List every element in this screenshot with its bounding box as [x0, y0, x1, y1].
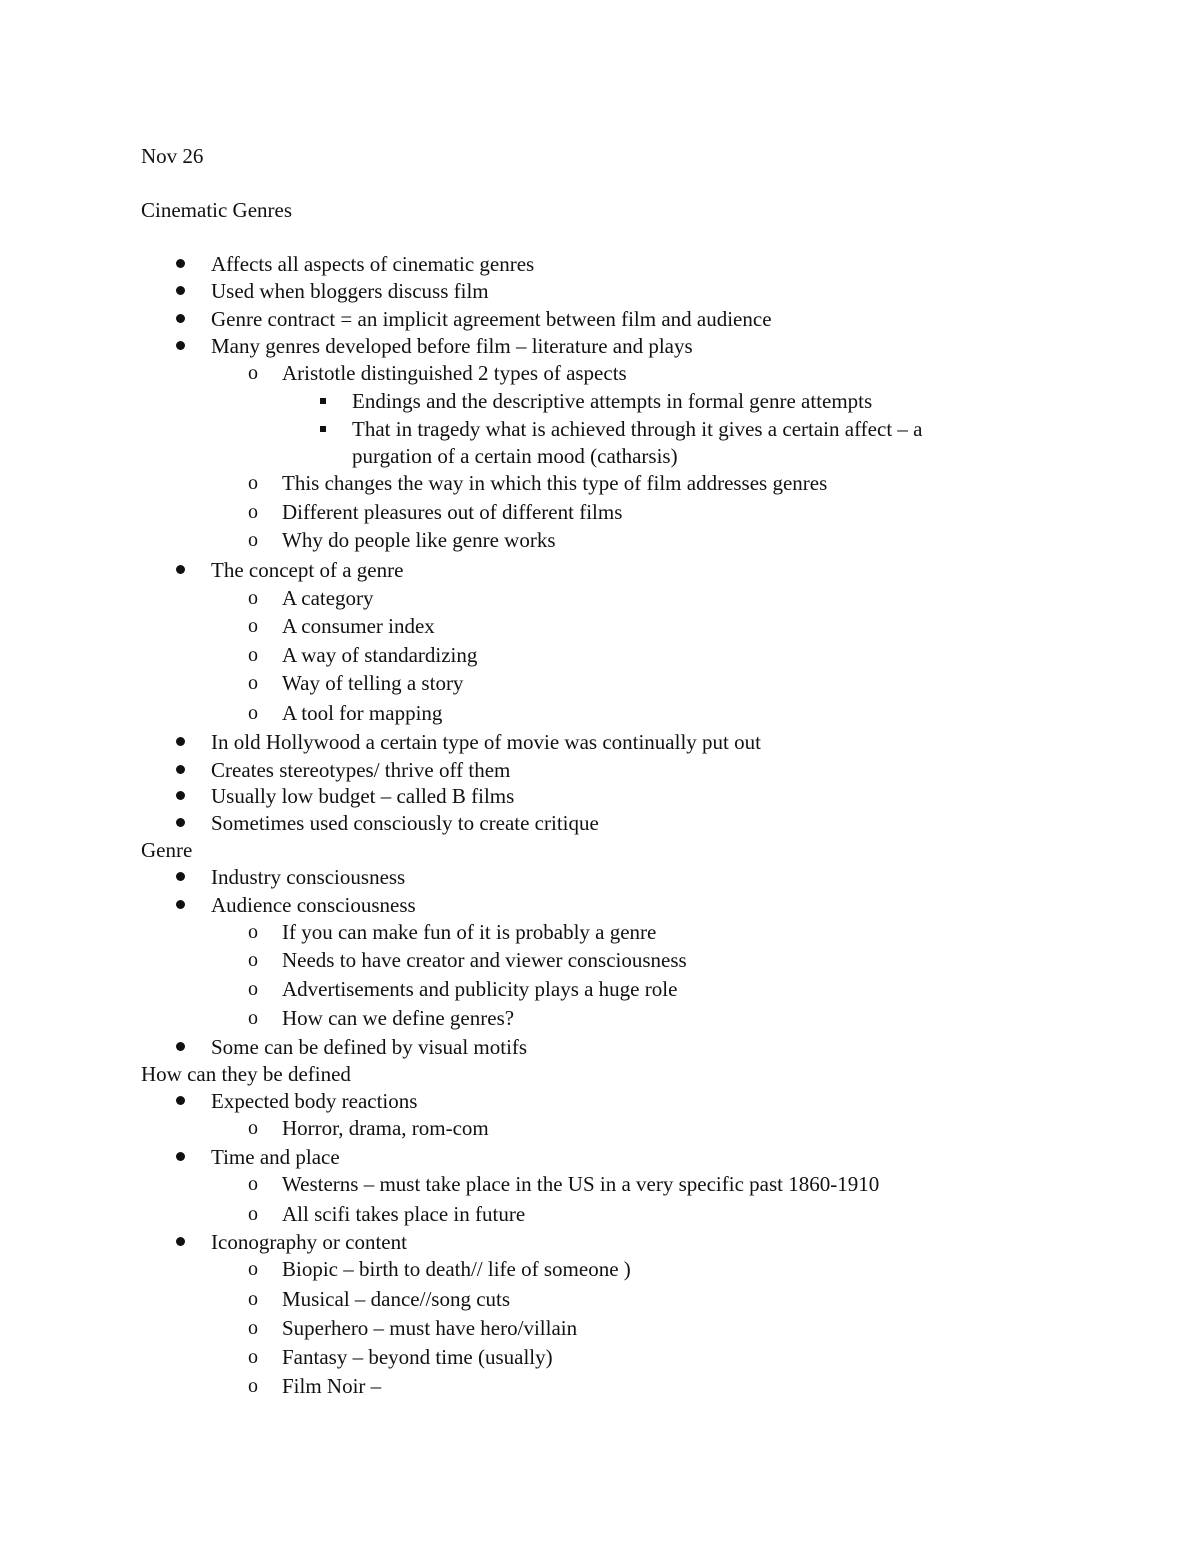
bullet-circle-icon: o	[248, 978, 258, 1000]
list-item: Endings and the descriptive attempts in formal genre attempts	[352, 389, 873, 413]
list-item: That in tragedy what is achieved through it gives a certain affect – a	[352, 417, 923, 441]
list-item: Biopic – birth to death// life of someone )	[282, 1257, 631, 1281]
bullet-dot-icon	[176, 765, 185, 774]
bullet-circle-icon: o	[248, 529, 258, 551]
bullet-square-icon	[320, 398, 326, 404]
list-item: How can we define genres?	[282, 1006, 515, 1030]
list-item: Musical – dance//song cuts	[282, 1287, 511, 1311]
bullet-circle-icon: o	[248, 644, 258, 666]
bullet-dot-icon	[176, 1152, 185, 1161]
list-item: If you can make fun of it is probably a genre	[282, 920, 657, 944]
list-item: A category	[282, 586, 374, 610]
bullet-square-icon	[320, 426, 326, 432]
bullet-circle-icon: o	[248, 1117, 258, 1139]
list-item: Time and place	[211, 1145, 340, 1169]
bullet-dot-icon	[176, 818, 185, 827]
list-item: All scifi takes place in future	[282, 1202, 526, 1226]
bullet-circle-icon: o	[248, 501, 258, 523]
bullet-dot-icon	[176, 286, 185, 295]
list-item: Fantasy – beyond time (usually)	[282, 1345, 553, 1369]
bullet-dot-icon	[176, 900, 185, 909]
bullet-circle-icon: o	[248, 1317, 258, 1339]
list-item: Way of telling a story	[282, 671, 464, 695]
bullet-circle-icon: o	[248, 362, 258, 384]
bullet-circle-icon: o	[248, 472, 258, 494]
list-item: A way of standardizing	[282, 643, 478, 667]
list-item: Sometimes used consciously to create critique	[211, 811, 599, 835]
section-heading: How can they be defined	[141, 1062, 351, 1086]
bullet-dot-icon	[176, 565, 185, 574]
list-item: Film Noir –	[282, 1374, 382, 1398]
list-item: The concept of a genre	[211, 558, 404, 582]
bullet-dot-icon	[176, 791, 185, 800]
list-item: Genre contract = an implicit agreement between film and audience	[211, 307, 772, 331]
bullet-circle-icon: o	[248, 702, 258, 724]
bullet-circle-icon: o	[248, 587, 258, 609]
bullet-circle-icon: o	[248, 1288, 258, 1310]
bullet-circle-icon: o	[248, 1173, 258, 1195]
section-heading: Genre	[141, 838, 193, 862]
list-item: Advertisements and publicity plays a huge role	[282, 977, 678, 1001]
bullet-dot-icon	[176, 1237, 185, 1246]
list-item: Creates stereotypes/ thrive off them	[211, 758, 511, 782]
list-item: Affects all aspects of cinematic genres	[211, 252, 535, 276]
bullet-dot-icon	[176, 259, 185, 268]
note-date: Nov 26	[141, 144, 204, 168]
bullet-dot-icon	[176, 1096, 185, 1105]
bullet-circle-icon: o	[248, 615, 258, 637]
list-item: Superhero – must have hero/villain	[282, 1316, 578, 1340]
note-title: Cinematic Genres	[141, 198, 293, 222]
list-item: Needs to have creator and viewer consciousness	[282, 948, 687, 972]
bullet-dot-icon	[176, 314, 185, 323]
bullet-circle-icon: o	[248, 949, 258, 971]
bullet-circle-icon: o	[248, 1203, 258, 1225]
bullet-circle-icon: o	[248, 1346, 258, 1368]
list-item: A tool for mapping	[282, 701, 443, 725]
list-item: Expected body reactions	[211, 1089, 418, 1113]
bullet-circle-icon: o	[248, 1007, 258, 1029]
list-item: Used when bloggers discuss film	[211, 279, 489, 303]
bullet-circle-icon: o	[248, 1375, 258, 1397]
list-item: Different pleasures out of different films	[282, 500, 623, 524]
list-item: Audience consciousness	[211, 893, 416, 917]
bullet-circle-icon: o	[248, 672, 258, 694]
list-item: Usually low budget – called B films	[211, 784, 515, 808]
list-item: Horror, drama, rom-com	[282, 1116, 489, 1140]
list-item: In old Hollywood a certain type of movie was continually put out	[211, 730, 761, 754]
bullet-circle-icon: o	[248, 1258, 258, 1280]
list-item: This changes the way in which this type of film addresses genres	[282, 471, 828, 495]
list-item: Many genres developed before film – literature and plays	[211, 334, 693, 358]
bullet-dot-icon	[176, 872, 185, 881]
list-item: purgation of a certain mood (catharsis)	[352, 444, 678, 468]
list-item: Westerns – must take place in the US in a very specific past 1860-1910	[282, 1172, 880, 1196]
list-item: A consumer index	[282, 614, 435, 638]
bullet-dot-icon	[176, 341, 185, 350]
list-item: Some can be defined by visual motifs	[211, 1035, 528, 1059]
list-item: Industry consciousness	[211, 865, 406, 889]
list-item: Iconography or content	[211, 1230, 407, 1254]
bullet-dot-icon	[176, 737, 185, 746]
list-item: Aristotle distinguished 2 types of aspects	[282, 361, 627, 385]
list-item: Why do people like genre works	[282, 528, 556, 552]
bullet-dot-icon	[176, 1042, 185, 1051]
bullet-circle-icon: o	[248, 921, 258, 943]
